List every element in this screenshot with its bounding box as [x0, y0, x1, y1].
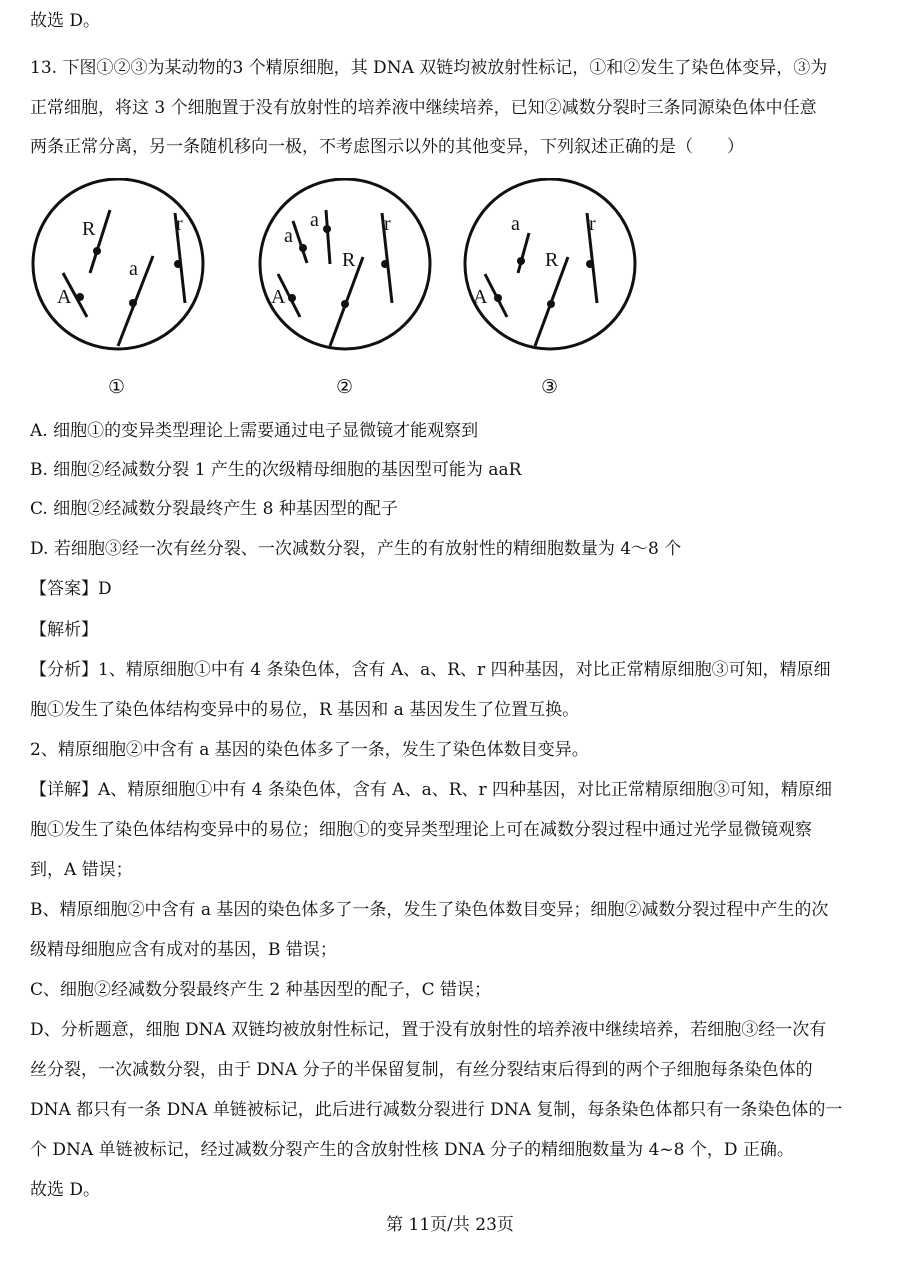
gene-label: a — [284, 225, 293, 247]
final-conclusion: 故选 D。 — [30, 1180, 101, 1200]
gene-label: R — [545, 249, 559, 271]
analysis-p1-line1: 【分析】1、精原细胞①中有 4 条染色体，含有 A、a、R、r 四种基因，对比正常精原细胞③可知，精原细 — [30, 660, 831, 680]
cell-3 — [465, 179, 635, 398]
detail-p1-line1: 【详解】A、精原细胞①中有 4 条染色体，含有 A、a、R、r 四种基因，对比正常精原细胞③可知，精原细 — [30, 780, 833, 800]
cell-caption: ① — [108, 376, 126, 398]
gene-label: a — [129, 258, 138, 280]
gene-label: r — [176, 213, 183, 235]
analysis-p1-line2: 胞①发生了染色体结构变异中的易位，R 基因和 a 基因发生了位置互换。 — [30, 700, 580, 720]
gene-label: A — [473, 286, 488, 308]
gene-label: R — [342, 249, 356, 271]
option-a: A. 细胞①的变异类型理论上需要通过电子显微镜才能观察到 — [30, 421, 479, 441]
detail-p4-line2: 丝分裂，一次减数分裂，由于 DNA 分子的半保留复制，有丝分裂结束后得到的两个子细胞每条染色体的 — [30, 1060, 813, 1080]
option-c: C. 细胞②经减数分裂最终产生 8 种基因型的配子 — [30, 499, 398, 519]
detail-p4-line4: 个 DNA 单链被标记，经过减数分裂产生的含放射性核 DNA 分子的精细胞数量为 4~8 个，D 正确。 — [30, 1140, 794, 1160]
gene-label: r — [589, 213, 596, 235]
question-stem-line3: 两条正常分离，另一条随机移向一极，不考虑图示以外的其他变异，下列叙述正确的是（ ） — [30, 137, 744, 157]
detail-p2-line1: B、精原细胞②中含有 a 基因的染色体多了一条，发生了染色体数目变异；细胞②减数分裂过程中产生的次 — [30, 900, 829, 920]
analysis-p2: 2、精原细胞②中含有 a 基因的染色体多了一条，发生了染色体数目变异。 — [30, 740, 589, 760]
chromosome-figure — [30, 178, 660, 400]
page-footer: 第 11页/共 23页 — [386, 1215, 514, 1235]
gene-label: a — [511, 213, 520, 235]
question-stem-line1: 13. 下图①②③为某动物的3 个精原细胞，其 DNA 双链均被放射性标记，①和②发生了染色体变异，③为 — [30, 58, 828, 78]
option-b: B. 细胞②经减数分裂 1 产生的次级精母细胞的基因型可能为 aaR — [30, 460, 522, 480]
detail-p1-line2: 胞①发生了染色体结构变异中的易位；细胞①的变异类型理论上可在减数分裂过程中通过光学显微镜观察 — [30, 820, 812, 840]
detail-p4-line1: D、分析题意，细胞 DNA 双链均被放射性标记，置于没有放射性的培养液中继续培养，若细胞③经一次有 — [30, 1020, 827, 1040]
detail-p4-line3: DNA 都只有一条 DNA 单链被标记，此后进行减数分裂进行 DNA 复制，每条染色体都只有一条染色体的一 — [30, 1100, 843, 1120]
gene-label: A — [57, 286, 72, 308]
cell-2 — [260, 179, 430, 398]
detail-p1-line3: 到，A 错误； — [30, 860, 133, 880]
cell-caption: ③ — [541, 376, 559, 398]
option-d: D. 若细胞③经一次有丝分裂、一次减数分裂，产生的有放射性的精细胞数量为 4～8 个 — [30, 539, 682, 559]
analysis-heading: 【解析】 — [30, 620, 98, 640]
cell-caption: ② — [336, 376, 354, 398]
gene-label: a — [310, 209, 319, 231]
answer: 【答案】D — [30, 579, 112, 599]
gene-label: A — [271, 286, 286, 308]
detail-p3: C、细胞②经减数分裂最终产生 2 种基因型的配子，C 错误； — [30, 980, 492, 1000]
gene-label: R — [82, 218, 96, 240]
detail-p2-line2: 级精母细胞应含有成对的基因，B 错误； — [30, 940, 337, 960]
cell-1 — [33, 179, 203, 398]
prev-conclusion: 故选 D。 — [30, 11, 101, 31]
gene-label: r — [384, 213, 391, 235]
question-stem-line2: 正常细胞，将这 3 个细胞置于没有放射性的培养液中继续培养，已知②减数分裂时三条同源染色体中任意 — [30, 98, 817, 118]
